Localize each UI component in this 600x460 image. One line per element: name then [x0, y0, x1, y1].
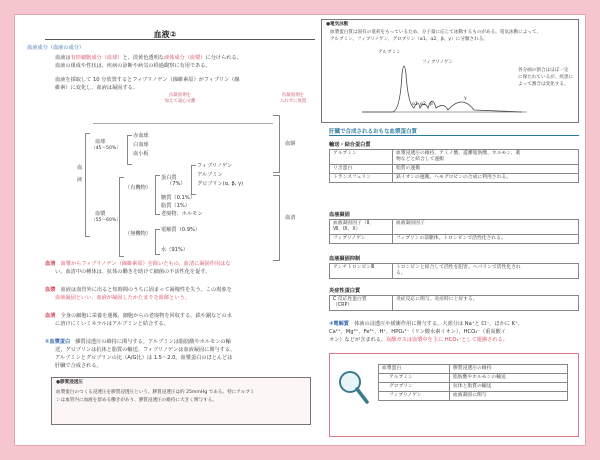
- curve-label-b: β: [430, 102, 433, 107]
- blood-label: 血 液: [77, 165, 83, 183]
- serum2-para-text: 全身の細胞に栄養を運搬、細胞からの老廃物を回収する。鉄や銅などの水: [60, 313, 232, 319]
- electro-side-3: よって割合は変化する。: [518, 82, 569, 87]
- liver-proteins-heading: 肝臓で合成されるおもな血漿蛋白質: [329, 129, 418, 135]
- osmotic-line-2: ンは血管内に血液を留める働きがあり、膠質浸透圧の維持に大きく関与する。: [56, 398, 217, 403]
- curve-label-albumin: アルブミン: [378, 50, 401, 55]
- table-row: [330, 220, 579, 235]
- protein-para-3: アルブミンとグロブリンの比（A/G比）は 1.5〜2.0。血漿蛋白のほとんどは: [55, 355, 233, 361]
- section-head: 血液成分（血液の成分）: [27, 45, 85, 51]
- magnifier-icon: [336, 368, 370, 408]
- cat2-table: [329, 219, 579, 244]
- hemocyte-bracket: [127, 135, 132, 165]
- table-cell: フィブリノゲン: [379, 392, 450, 401]
- table-cell: アルブミン: [330, 150, 393, 165]
- table-row: [379, 365, 568, 374]
- electrolyte-para-text: オン）などが含まれる。: [329, 337, 387, 343]
- table-cell: アルブミン: [379, 374, 450, 383]
- table-cell: トロンビンと結合して活性を阻害。ヘパリンで活性化され る。: [393, 264, 579, 279]
- protein-para-text: 膠質浸透圧の維持に関与する。アルブミンは脂肪酸やホルモンの輸: [75, 339, 231, 345]
- table-cell: トランスフェリン: [330, 174, 393, 183]
- intro-text: と、淡黄色透明な: [122, 55, 164, 61]
- globulin-label: グロブリン(α, β, γ): [197, 181, 244, 187]
- cat4-table: [329, 295, 579, 311]
- table-row: [379, 392, 568, 401]
- hemocyte-pct: （45〜50%）: [91, 146, 121, 151]
- cat1-table: [329, 149, 579, 183]
- plasma-bracket: [119, 177, 124, 257]
- osmotic-head: ●膠質浸透圧: [56, 380, 83, 385]
- table-row: [330, 264, 579, 279]
- table-row: [330, 235, 579, 244]
- table-row: [330, 150, 579, 165]
- protein-para-1: [45, 339, 231, 346]
- intro-line-3: 血液を採取して 10 分放置するとフィブリノゲン（線維素原）がフィブリン（線: [55, 77, 240, 83]
- electrolyte-para-1: [329, 321, 519, 328]
- rbc-label: 赤血球: [133, 133, 149, 139]
- cat3-table: [329, 263, 579, 279]
- hemocyte-label: 血球: [95, 139, 106, 145]
- sugar-label: 糖質（0.1%）: [161, 195, 195, 201]
- table-cell: 抗体と脂質の輸送: [450, 383, 568, 392]
- intro-text: 血液は: [55, 55, 71, 61]
- table-row: [330, 165, 579, 174]
- serum2-para-label: 血清: [45, 313, 56, 319]
- table-cell: フィブリンの前駆体。トロンビンで活性化される。: [393, 235, 579, 244]
- table-row: [330, 296, 579, 311]
- electro-head: ●電気泳動: [326, 22, 349, 27]
- electro-line-2: アルブミン、フィブリノゲン、グロブリン（α1、α2、β、γ）に分類される。: [330, 37, 488, 42]
- water-label: 水（91%）: [161, 247, 189, 253]
- intro-line-2: 血液の組成や性状は、疾病の診断や病気の経過観察に有用である。: [55, 63, 211, 69]
- serum-para-text: 血漿からフィブリノゲン（線維素原）を除いたもの。血清に凝固作用はな: [60, 261, 231, 267]
- title-rule: [45, 39, 315, 40]
- serum-bracket: [273, 175, 280, 261]
- electrolyte-para-text: 体液の浸透圧や緩衝作用に関与する。大部分は Na⁺と Cl⁻，ほかに K⁺,: [354, 321, 520, 327]
- platelet-label: 血小板: [133, 151, 149, 157]
- serum-para-2: い。血清中の種体は、抗体の働きを助けて細菌の不活性化を促す。: [55, 269, 211, 275]
- table-cell: リポ蛋白: [330, 165, 393, 174]
- cat2-title: 血液凝固: [329, 212, 350, 218]
- summary-box: [329, 353, 579, 437]
- serum-para-label: 血清: [45, 261, 56, 267]
- electrolyte-para-label: ②電解質: [329, 321, 349, 327]
- electrolyte-para-2: Ca²⁺，Mg²⁺，Fe³⁺，H⁺，HPO₄²⁻（リン酸水素イオン），HCO₃⁻（重炭酸イ: [329, 329, 506, 335]
- table-cell: 脂肪酸やホルモンの輸送: [450, 374, 568, 383]
- table-cell: 血液凝固因子（Ⅱ、 Ⅶ、Ⅸ、Ⅹ）: [330, 220, 393, 235]
- section-head-text: 血液成分: [27, 45, 48, 51]
- albumin-label: アルブミン: [197, 172, 223, 178]
- electro-line-1: 血漿蛋白質は固有の電荷をもっているため、分子量に応じて泳動するものがある。電気泳動によって、: [330, 30, 542, 35]
- cat4-title: 炎症性蛋白質: [329, 288, 361, 294]
- electrolyte-para-3: [329, 337, 508, 344]
- table-cell: フィブリノゲン: [330, 235, 393, 244]
- section-head-sub: 血液の成分: [52, 45, 79, 51]
- table-cell: 炎症反応に関与。炎症時に上昇する。: [393, 296, 579, 311]
- protein-bracket: [191, 165, 196, 195]
- curve-label-a2: α2: [420, 102, 426, 107]
- plasma-para-1: [45, 287, 232, 294]
- electrophoresis-box: [321, 19, 579, 123]
- electro-side-2: に保たれているが、疾患に: [518, 75, 574, 80]
- page-title: 血液②: [153, 30, 177, 39]
- wbc-label: 白血球: [133, 142, 149, 148]
- intro-highlight: 液体成分（血漿）: [163, 55, 206, 61]
- curve-label-fibrinogen: フィブリノゲン: [422, 60, 454, 65]
- protein-label: 蛋白質: [161, 175, 177, 181]
- inorganic-bracket: [155, 229, 160, 255]
- curve-label-a1: α1: [412, 102, 418, 107]
- table-row: [379, 374, 568, 383]
- table-cell: アンチトロンビンⅢ: [330, 264, 393, 279]
- plasma-pct: （55〜60%）: [91, 218, 121, 223]
- protein-para-label: ①血漿蛋白: [45, 339, 71, 345]
- electrolyte-label: 電解質（0.9%）: [161, 227, 201, 233]
- serum2-para-1: [45, 313, 232, 320]
- protein-para-2: 送、グロブリンは抗体と脂質の輸送、フィブリノゲンは血液凝固に関与する。: [55, 347, 236, 353]
- table-cell: 脂質の運搬: [393, 165, 579, 174]
- table-cell: 血漿蛋白: [379, 365, 450, 374]
- intro-line-4: 維素）に変化し、血液は凝固する。: [55, 85, 139, 91]
- table-cell: C 反応性蛋白質 （CRP）: [330, 296, 393, 311]
- organic-bracket: [155, 175, 160, 215]
- organic-label: （有機物）: [125, 185, 151, 191]
- table-row: [379, 383, 568, 392]
- cat3-title: 血液凝固抑制: [329, 256, 361, 262]
- osmotic-line-1: 血漿蛋白のつくる浸透圧を膠質浸透圧という。膠質浸透圧は約 25mmHg である。特にアルブミ: [56, 390, 255, 395]
- osmotic-box: [51, 377, 311, 425]
- plasma-para-2: 血液凝固といい、血液が凝固したかたまりを血餅という。: [55, 295, 190, 301]
- table-cell: 膠質浸透圧の維持: [450, 365, 568, 374]
- table-cell: 血液凝固に関与: [450, 392, 568, 401]
- protein-para-4: 肝臓で合成される。: [55, 363, 102, 369]
- note-centrifuge: 抗凝固剤を 加えて遠心分離: [164, 93, 196, 104]
- intro-text: に分けられる。: [205, 55, 242, 61]
- plasma-para-label: 血漿: [45, 287, 56, 293]
- plasma-label: 血漿: [95, 211, 106, 217]
- document-page: [14, 14, 586, 446]
- clot-bracket: [273, 115, 280, 173]
- diagram-guide: [93, 123, 273, 124]
- blood-bracket: [85, 133, 90, 237]
- serum-para-1: [45, 261, 230, 268]
- curve-label-g: γ: [464, 96, 467, 101]
- intro-line-1: [55, 55, 242, 62]
- table-cell: 血液凝固因子: [393, 220, 579, 235]
- plasma-para-text: 血液は血管外に出ると短時間のうちに固まって凝塊性を失う。この現象を: [60, 287, 232, 293]
- cat1-title: 輸送・結合蛋白質: [329, 142, 371, 148]
- electrolyte-para-highlight: 炭酸ガスは血漿中を主に HCO₃⁻として運搬される。: [386, 337, 508, 343]
- intro-highlight: 有形細胞成分（血球）: [70, 55, 123, 61]
- lipid-label: 脂質（1%）: [161, 203, 190, 209]
- inorganic-label: （無機物）: [125, 231, 151, 237]
- table-cell: グロブリン: [379, 383, 450, 392]
- liver-heading-rule: [329, 135, 579, 136]
- fibrinogen-label: フィブリノゲン: [197, 163, 233, 169]
- serum-label: 血清: [285, 215, 296, 221]
- clot-label: 血餅: [285, 141, 296, 147]
- waste-label: 老廃物、ホルモン: [161, 211, 203, 217]
- table-row: [330, 174, 579, 183]
- serum2-para-2: に溶けにくいミネラルはアルブミンと結合する。: [55, 321, 169, 327]
- electro-side-1: 各分画の割合はほぼ一定: [518, 68, 569, 73]
- table-cell: 血漿浸透圧の維持、アミノ酸、遊離脂肪酸、ホルモン、薬 物などと結合して運搬: [393, 150, 579, 165]
- summary-table: [378, 364, 568, 401]
- table-cell: 鉄イオンの運搬。ヘモグロビンの合成に利用される。: [393, 174, 579, 183]
- protein-pct: （7%）: [167, 181, 186, 187]
- note-standing: 抗凝固剤を 入れずに放置: [279, 93, 307, 104]
